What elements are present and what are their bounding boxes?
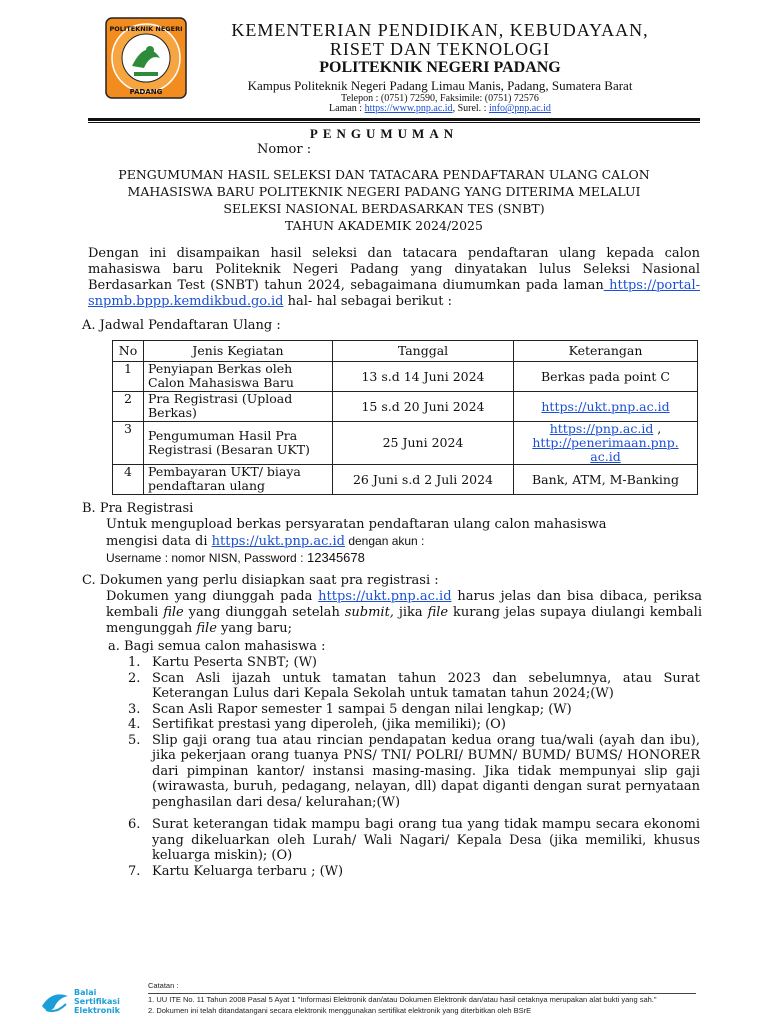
footer-note: 1. UU ITE No. 11 Tahun 2008 Pasal 5 Ayat 1 "Informasi Elektronik dan/atau Dokumen Elektronik dan/atau hasil cetaknya merupakan alat bukti yang sah." bbox=[148, 995, 657, 1004]
col-header-tanggal: Tanggal bbox=[333, 341, 514, 362]
list-item bbox=[128, 702, 700, 718]
cell-tanggal: 15 s.d 20 Juni 2024 bbox=[333, 392, 514, 422]
section-a-heading: A. Jadwal Pendaftaran Ulang : bbox=[82, 318, 281, 333]
cell-no: 1 bbox=[113, 362, 144, 392]
penerimaan-link-part1: http://penerimaan.pnp. bbox=[532, 435, 679, 450]
cell-no: 2 bbox=[113, 392, 144, 422]
subject-line: TAHUN AKADEMIK 2024/2025 bbox=[285, 218, 483, 233]
bse-text-2: Sertifikasi bbox=[74, 997, 120, 1006]
ukt-link[interactable]: https://ukt.pnp.ac.id bbox=[211, 534, 345, 549]
list-text: Slip gaji orang tua atau rincian pendapatan kedua orang tua/wali (ayah dan ibu), jika pekerjaan orang tuanya PNS/ TNI/ POLRI/ BUMN/ BUMD/ BUMS/ HONORER dari pimpinan kantor/ instansi masing-masing. Jika tidak mempunyai slip gaji (wirawasta, buruh, pedagang, nelayan, dll) dapat diganti dengan surat pernyataan penghasilan dari desa/ kelurahan;(W) bbox=[152, 732, 700, 810]
c-body-submit: submit, bbox=[344, 605, 394, 620]
list-item bbox=[128, 717, 700, 733]
c-body-file: file bbox=[196, 621, 217, 636]
line2-suffix: dengan akun : bbox=[344, 534, 425, 548]
username-value: : nomor NISN, Password : bbox=[161, 551, 304, 565]
table-header-row bbox=[113, 341, 698, 362]
cell-tanggal: 13 s.d 14 Juni 2024 bbox=[333, 362, 514, 392]
list-number: 4. bbox=[128, 717, 141, 732]
table-row bbox=[113, 362, 698, 392]
table-row bbox=[113, 465, 698, 495]
section-b-line1: Untuk mengupload berkas persyaratan pendaftaran ulang calon mahasiswa bbox=[106, 517, 607, 532]
list-number: 5. bbox=[128, 732, 141, 748]
list-text: Kartu Keluarga terbaru ; (W) bbox=[152, 863, 344, 879]
bse-logo bbox=[38, 984, 142, 1018]
email-label: , Surel. : bbox=[452, 103, 489, 114]
list-text: Kartu Peserta SNBT; (W) bbox=[152, 655, 318, 670]
ukt-link[interactable]: https://ukt.pnp.ac.id bbox=[541, 398, 670, 414]
politeknik-logo bbox=[104, 16, 188, 100]
list-item bbox=[128, 817, 700, 864]
bse-text-3: Elektronik bbox=[74, 1006, 120, 1015]
table-row bbox=[113, 422, 698, 465]
list-item bbox=[128, 671, 700, 702]
section-b-line2 bbox=[106, 533, 607, 550]
website-link[interactable]: https://www.pnp.ac.id bbox=[364, 103, 453, 114]
phone: Telepon : (0751) 72590, Faksimile: (0751) 72576 bbox=[341, 93, 539, 104]
logo-text-bottom: PADANG bbox=[129, 88, 163, 96]
pnp-link[interactable]: https://pnp.ac.id bbox=[549, 421, 654, 436]
document-list bbox=[128, 655, 700, 879]
cell-keterangan: Bank, ATM, M-Banking bbox=[514, 465, 698, 495]
list-item bbox=[128, 864, 700, 880]
email-link[interactable]: info@pnp.ac.id bbox=[488, 103, 551, 114]
letterhead bbox=[0, 0, 768, 124]
doc-number: Nomor : bbox=[257, 142, 312, 157]
doc-subject bbox=[0, 166, 768, 234]
cell-no: 3 bbox=[113, 422, 144, 465]
ukt-link[interactable]: https://ukt.pnp.ac.id bbox=[318, 589, 452, 604]
penerimaan-link[interactable] bbox=[532, 435, 678, 464]
header-rule-thick bbox=[88, 118, 700, 121]
list-text: Scan Asli ijazah untuk tamatan tahun 2023 dan sebelumnya, atau Surat Keterangan Lulus dari Kepala Sekolah untuk tamatan tahun 2024;(W) bbox=[152, 670, 700, 701]
list-text: Sertifikat prestasi yang diperoleh, (jika memiliki); (O) bbox=[152, 717, 506, 732]
footer-rule bbox=[148, 993, 696, 994]
c-body-mid1: harus jelas dan bisa dibaca, periksa kembali bbox=[106, 589, 702, 620]
cell-jenis: Pengumuman Hasil Pra Registrasi (Besaran UKT) bbox=[144, 422, 333, 465]
footer-note: 2. Dokumen ini telah ditandatangani secara elektronik menggunakan sertifikat elektronik yang diterbitkan oleh BSrE bbox=[148, 1006, 532, 1015]
section-c bbox=[82, 573, 702, 637]
ministry-line-1: KEMENTERIAN PENDIDIKAN, KEBUDAYAAN, bbox=[231, 20, 649, 40]
c-body-file: file bbox=[163, 605, 184, 620]
catatan-label: Catatan : bbox=[148, 981, 179, 990]
header-rule-thin bbox=[88, 122, 700, 123]
cell-keterangan: Berkas pada point C bbox=[514, 362, 698, 392]
cell-jenis: Pra Registrasi (Upload Berkas) bbox=[144, 392, 333, 422]
web-contact bbox=[200, 103, 680, 114]
list-item bbox=[128, 733, 700, 811]
link-separator: , bbox=[653, 421, 662, 436]
col-header-keterangan: Keterangan bbox=[514, 341, 698, 362]
section-c-body bbox=[106, 589, 702, 637]
list-number: 3. bbox=[128, 701, 141, 717]
list-number: 1. bbox=[128, 655, 141, 670]
list-text: Surat keterangan tidak mampu bagi orang tua yang tidak mampu secara ekonomi yang dikeluarkan oleh Lurah/ Wali Nagari/ Kepala Desa (jika memiliki, khusus keluarga miskin); (O) bbox=[152, 817, 700, 863]
doc-title: PENGUMUMAN bbox=[309, 126, 459, 141]
ministry-line-2: RISET DAN TEKNOLOGI bbox=[329, 39, 551, 59]
logo-text-top: POLITEKNIK NEGERI bbox=[109, 25, 183, 33]
intro-paragraph bbox=[88, 246, 700, 310]
cell-no: 4 bbox=[113, 465, 144, 495]
password-value: 12345678 bbox=[303, 550, 365, 565]
cell-jenis: Penyiapan Berkas oleh Calon Mahasiswa Baru bbox=[144, 362, 333, 392]
list-text: Scan Asli Rapor semester 1 sampai 5 dengan nilai lengkap; (W) bbox=[152, 701, 572, 717]
sub-a-heading: a. Bagi semua calon mahasiswa : bbox=[108, 639, 326, 654]
subject-line: MAHASISWA BARU POLITEKNIK NEGERI PADANG YANG DITERIMA MELALUI bbox=[127, 184, 641, 199]
cell-tanggal: 25 Juni 2024 bbox=[333, 422, 514, 465]
portal-link[interactable]: https://portal-snpmb.bppp.kemdikbud.go.id bbox=[88, 278, 700, 309]
web-label: Laman : bbox=[329, 103, 365, 114]
list-item bbox=[128, 655, 700, 671]
section-c-heading: C. Dokumen yang perlu disiapkan saat pra registrasi : bbox=[82, 573, 439, 588]
username-label: Username bbox=[106, 551, 162, 565]
section-b-heading: B. Pra Registrasi bbox=[82, 501, 194, 516]
cell-jenis: Pembayaran UKT/ biaya pendaftaran ulang bbox=[144, 465, 333, 495]
list-number: 2. bbox=[128, 670, 141, 686]
list-number: 6. bbox=[128, 817, 141, 832]
c-body-file: file bbox=[427, 605, 449, 620]
section-b-body bbox=[106, 517, 607, 566]
c-body-mid4: kurang jelas supaya diulangi kembali mengunggah bbox=[106, 605, 703, 636]
cell-keterangan bbox=[514, 422, 698, 465]
section-b bbox=[82, 501, 607, 566]
col-header-jenis: Jenis Kegiatan bbox=[144, 341, 333, 362]
bse-text-1: Balai bbox=[74, 988, 97, 997]
section-b-credentials bbox=[106, 550, 607, 566]
intro-text: Dengan ini disampaikan hasil seleksi dan tatacara pendaftaran ulang kepada calon mahasiswa baru Politeknik Negeri Padang yang dinyatakan lulus Seleksi Nasional Berdasarkan Test (SNBT) tahun 2024, sebagaimana diumumkan pada laman bbox=[88, 246, 700, 293]
c-body-prefix: Dokumen yang diunggah pada bbox=[106, 589, 319, 604]
cell-keterangan bbox=[514, 392, 698, 422]
institution-name: POLITEKNIK NEGERI PADANG bbox=[319, 59, 561, 76]
schedule-table bbox=[112, 340, 698, 495]
subject-line: SELEKSI NASIONAL BERDASARKAN TES (SNBT) bbox=[223, 201, 545, 216]
subject-line: PENGUMUMAN HASIL SELEKSI DAN TATACARA PENDAFTARAN ULANG CALON bbox=[118, 167, 650, 182]
intro-suffix: hal- hal sebagai berikut : bbox=[283, 294, 453, 309]
c-body-end: yang baru; bbox=[216, 621, 292, 636]
footer-notes bbox=[148, 980, 657, 1016]
penerimaan-link-part2: ac.id bbox=[590, 449, 621, 464]
list-number: 7. bbox=[128, 863, 141, 879]
line2-prefix: mengisi data di bbox=[106, 534, 212, 549]
col-header-no: No bbox=[113, 341, 144, 362]
c-body-mid2: yang diunggah setelah bbox=[183, 605, 345, 620]
c-body-mid3: jika bbox=[393, 605, 428, 620]
table-row bbox=[113, 392, 698, 422]
address: Kampus Politeknik Negeri Padang Limau Manis, Padang, Sumatera Barat bbox=[247, 78, 633, 93]
cell-tanggal: 26 Juni s.d 2 Juli 2024 bbox=[333, 465, 514, 495]
